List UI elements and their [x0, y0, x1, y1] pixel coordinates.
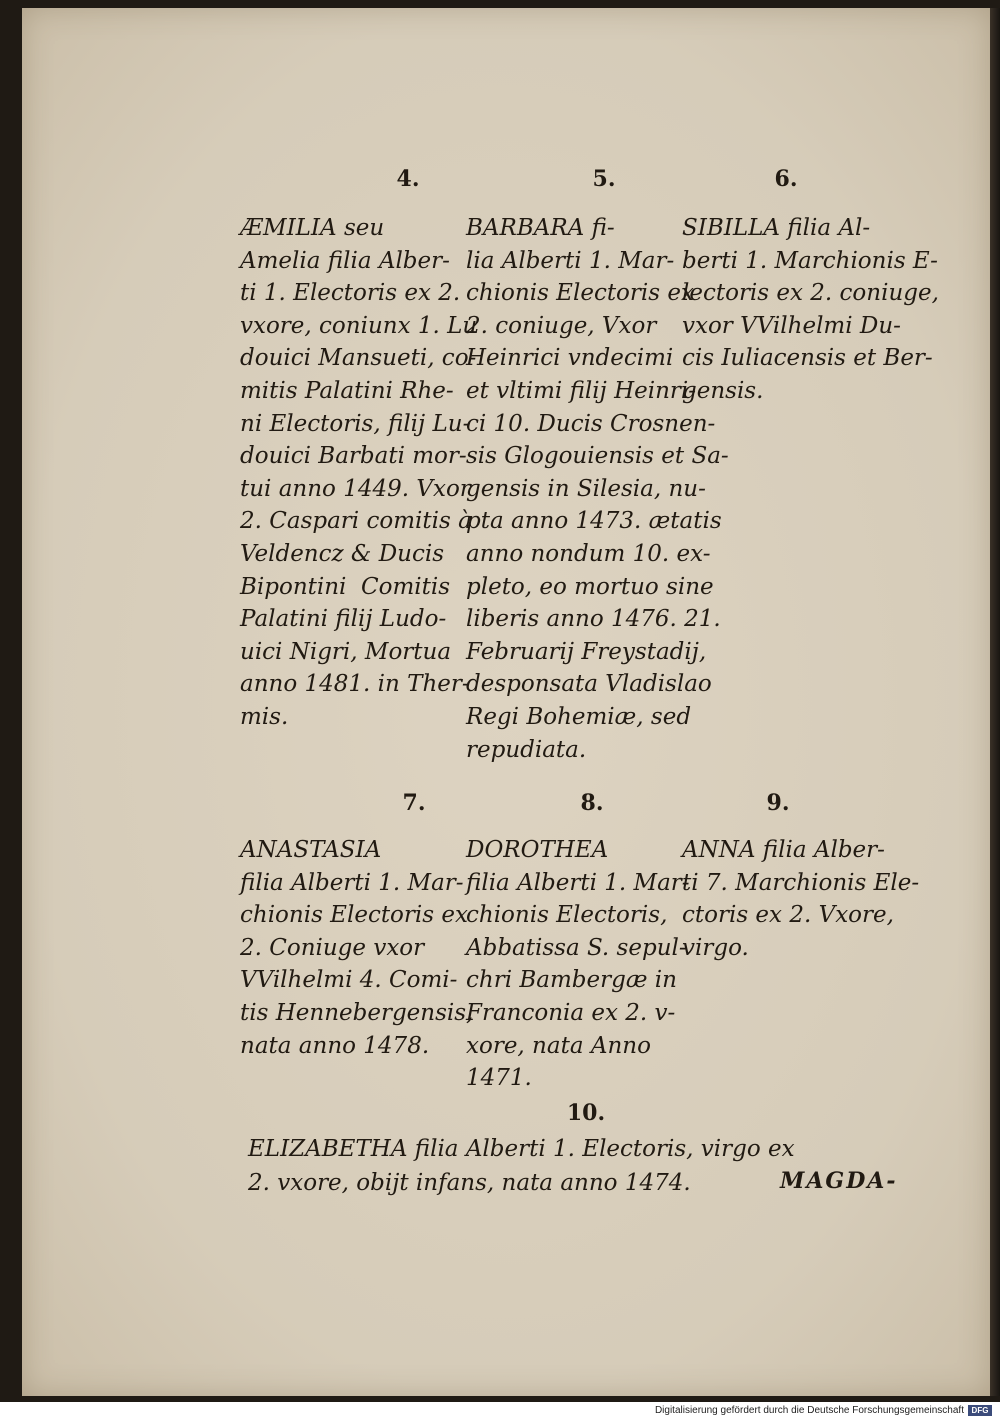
book-page: [22, 8, 990, 1396]
entry-number-4: 4.: [396, 166, 420, 192]
entry-text-6: SIBILLA filia Al- berti 1. Marchionis E- lectoris ex 2. coniuge, vxor VVilhelmi Du- cis Iuliacensis et Ber- gensis.: [682, 215, 939, 404]
entry-text-5: BARBARA fi- lia Alberti 1. Mar- chionis Electoris ex 2. coniuge, Vxor Heinrici vndecimi et vltimi filij Heinri- ci 10. Ducis Crosnen- sis Glogouiensis et Sa- gensis in Silesia, nu- pta anno 1473. ætatis anno nondum 10. ex- pleto, eo mortuo sine liberis anno 1476. 21. Februarij Freystadij, desponsata Vladislao Regi Bohemiæ, sed repudiata.: [466, 215, 729, 763]
entry-number-7: 7.: [402, 790, 426, 816]
entry-text-4: ÆMILIA seu Amelia filia Alber- ti 1. Electoris ex 2. vxore, coniunx 1. Lu douici Mansueti, co- mitis Palatini Rhe- ni Electoris, filij Lu- douici Barbati mor- tui anno 1449. Vxor 2. Caspari comitis à Veldencz & Ducis Bipontini Comitis Palatini filij Ludo- uici Nigri, Mortua anno 1481. in Ther- mis.: [240, 215, 478, 730]
entry-text-7: ANASTASIA filia Alberti 1. Mar- chionis Electoris ex 2. Coniuge vxor VVilhelmi 4. Comi- tis Hennebergensis, nata anno 1478.: [240, 837, 474, 1059]
catchword: MAGDA-: [780, 1168, 898, 1194]
page-edge: [990, 8, 1000, 1396]
entry-number-8: 8.: [580, 790, 604, 816]
entry-text-8: DOROTHEA filia Alberti 1. Mar- chionis Electoris, Abbatissa S. sepul- chri Bambergæ in Franconia ex 2. v- xore, nata Anno 1471.: [466, 837, 690, 1092]
entry-text-9: ANNA filia Alber- ti 7. Marchionis Ele- ctoris ex 2. Vxore, virgo.: [682, 837, 920, 961]
digitization-footer: [0, 1402, 1000, 1420]
entry-number-6: 6.: [774, 166, 798, 192]
dfg-logo-icon: DFG: [968, 1405, 992, 1416]
entry-number-9: 9.: [766, 790, 790, 816]
entry-text-10: ELIZABETHA filia Alberti 1. Electoris, virgo ex 2. vxore, obijt infans, nata anno 1474.: [248, 1136, 795, 1196]
entry-number-10: 10.: [566, 1100, 606, 1126]
footer-credit: Digitalisierung gefördert durch die Deutsche Forschungsgemeinschaft: [654, 1405, 964, 1416]
entry-number-5: 5.: [592, 166, 616, 192]
